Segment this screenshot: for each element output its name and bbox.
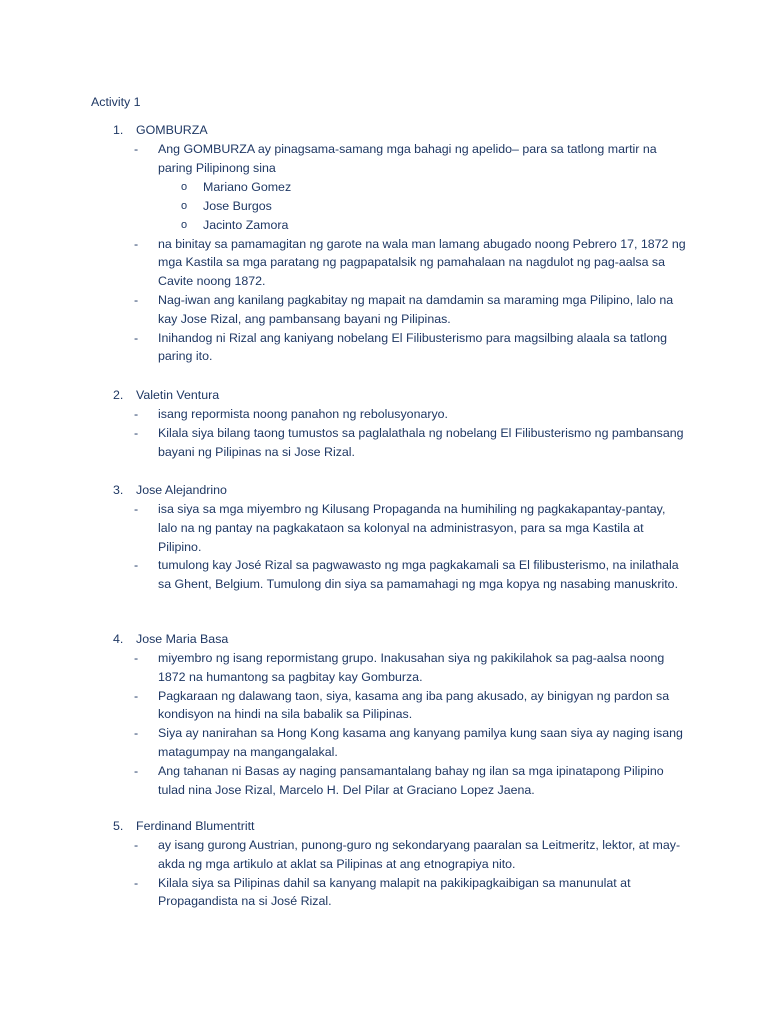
dash-bullet-icon: - (134, 502, 139, 516)
section-heading-label: Valetin Ventura (136, 388, 220, 402)
bullet-text: Kilala siya bilang taong tumustos sa paglalathala ng nobelang El Filibusterismo ng pambansang bayani ng Pilipinas na si Jose Rizal. (158, 425, 684, 459)
section-jose-maria-basa (0, 630, 768, 799)
bullet-item (0, 329, 688, 367)
section-heading-label: GOMBURZA (136, 123, 208, 137)
bullet-item (0, 836, 688, 874)
bullet-text: miyembro ng isang repormistang grupo. Inakusahan siya ng pakikilahok sa pag-aalsa noong 1872 na humantong sa pagbitay kay Gomburza. (158, 651, 665, 684)
section-heading-label: Jose Alejandrino (136, 483, 227, 497)
section-heading-label: Jose Maria Basa (136, 632, 229, 646)
bullet-item (0, 874, 688, 912)
dash-bullet-icon: - (134, 292, 139, 307)
bullet-item (0, 724, 688, 762)
sub-item-text: Mariano Gomez (203, 179, 292, 194)
bullet-item (0, 140, 688, 178)
bullet-text: Kilala siya sa Pilipinas dahil sa kanyang malapit na pakikipagkaibigan sa manunulat at Propagandista na si José Rizal. (158, 875, 631, 909)
bullet-item (0, 235, 688, 291)
section-gomburza (0, 121, 768, 366)
sub-item (0, 197, 768, 216)
section-heading (0, 386, 768, 405)
dash-bullet-icon: - (134, 726, 139, 741)
bullet-text: Nag-iwan ang kanilang pagkabitay ng mapait na damdamin sa maraming mga Pilipino, lalo na kay Jose Rizal, ang pambansang bayani ng Pilipinas. (158, 292, 674, 326)
bullet-item (0, 405, 688, 424)
dash-bullet-icon: - (134, 330, 139, 345)
dash-bullet-icon: - (134, 142, 139, 156)
bullet-item (0, 500, 688, 556)
bullet-text: isang repormista noong panahon ng rebolusyonaryo. (158, 407, 449, 421)
bullet-text: Ang tahanan ni Basas ay naging pansamantalang bahay ng ilan sa mga ipinatapong Pilipino tulad nina Jose Rizal, Marcelo H. Del Pilar at Graciano Lopez Jaena. (158, 763, 664, 797)
section-number: 4. (113, 632, 124, 646)
bullet-text: na binitay sa pamamagitan ng garote na wala man lamang abugado noong Pebrero 17, 1872 ng mga Kastila sa mga paratang ng pagpapatalsik ng pamahalaan na nagdulot ng pag-aalsa sa Cavite noong 1872. (158, 236, 686, 289)
bullet-text: isa siya sa mga miyembro ng Kilusang Propaganda na humihiling ng pagkakapantay-pantay, lalo na ng pantay na pagkakataon sa kolonyal na administrasyon, para sa mga Kastila at Pilipino. (158, 502, 666, 554)
bullet-item (0, 291, 688, 329)
bullet-item (0, 424, 688, 462)
circle-bullet-icon: o (181, 218, 188, 231)
section-heading (0, 817, 768, 836)
bullet-text: Pagkaraan ng dalawang taon, siya, kasama ang iba pang akusado, ay binigyan ng pardon sa kondisyon na hindi na sila babalik sa Pilipinas. (158, 688, 670, 722)
circle-bullet-icon: o (181, 199, 188, 212)
sub-item-text: Jacinto Zamora (203, 217, 289, 232)
bullet-item (0, 687, 688, 725)
dash-bullet-icon: - (134, 763, 139, 778)
dash-bullet-icon: - (134, 407, 139, 421)
dash-bullet-icon: - (134, 425, 139, 440)
sub-item (0, 216, 768, 235)
section-ferdinand-blumentritt (0, 817, 768, 911)
section-jose-alejandrino (0, 481, 768, 594)
section-heading (0, 481, 768, 500)
section-number: 3. (113, 483, 124, 497)
bullet-text: Ang GOMBURZA ay pinagsama-samang mga bahagi ng apelido– para sa tatlong martir na paring Pilipinong sina (158, 142, 657, 175)
bullet-text: Siya ay nanirahan sa Hong Kong kasama ang kanyang pamilya kung saan siya ay naging isang matagumpay na mangangalakal. (158, 726, 683, 759)
dash-bullet-icon: - (134, 688, 139, 703)
bullet-text: ay isang gurong Austrian, punong-guro ng sekondaryang paaralan sa Leitmeritz, lektor, at may-akda ng mga artikulo at aklat sa Pilipinas at ang etnograpiya nito. (158, 838, 681, 871)
section-number: 5. (113, 819, 124, 833)
section-heading-label: Ferdinand Blumentritt (136, 819, 255, 833)
section-heading (0, 630, 768, 649)
dash-bullet-icon: - (134, 838, 139, 852)
dash-bullet-icon: - (134, 651, 139, 665)
bullet-item (0, 649, 688, 687)
bullet-text: tumulong kay José Rizal sa pagwawasto ng mga pagkakamali sa El filibusterismo, na inilathala sa Ghent, Belgium. Tumulong din siya sa pamamahagi ng mga kopya ng nasabing manuskrito. (158, 558, 679, 592)
section-number: 2. (113, 388, 124, 402)
bullet-item (0, 556, 688, 594)
bullet-item (0, 762, 688, 800)
activity-title: Activity 1 (91, 95, 141, 109)
bullet-text: Inihandog ni Rizal ang kaniyang nobelang El Filibusterismo para magsilbing alaala sa tatlong paring ito. (158, 330, 668, 364)
circle-bullet-icon: o (181, 180, 188, 193)
section-valetin-ventura (0, 386, 768, 461)
dash-bullet-icon: - (134, 875, 139, 890)
dash-bullet-icon: - (134, 236, 139, 251)
section-heading (0, 121, 768, 140)
sub-item-text: Jose Burgos (203, 198, 272, 213)
dash-bullet-icon: - (134, 558, 139, 573)
sub-item (0, 178, 768, 197)
section-number: 1. (113, 123, 124, 137)
